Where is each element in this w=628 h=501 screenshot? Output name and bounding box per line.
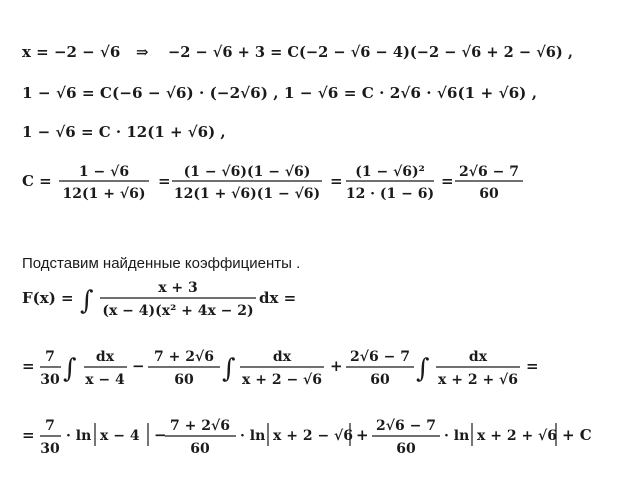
l2-denominator: 60 <box>190 441 210 457</box>
c2-denominator: 60 <box>174 372 194 388</box>
substitution-text: Подставим найденные коэффициенты . <box>22 255 301 272</box>
integral-sign-main: ∫ <box>80 286 94 316</box>
i1-numerator: dx <box>95 349 115 365</box>
f1-numerator: 1 − √6 <box>78 164 130 180</box>
f3-numerator: (1 − √6)² <box>355 164 425 180</box>
integral-sign-2: ∫ <box>222 354 236 384</box>
ln-arg-1: x − 4 <box>100 428 140 444</box>
l1-denominator: 30 <box>40 441 60 457</box>
equation-line-1 <box>22 43 573 61</box>
integrand-denominator: (x − 4)(x² + 4x − 2) <box>102 303 254 319</box>
line6-plus: + <box>330 357 343 375</box>
i2-numerator: dx <box>272 349 292 365</box>
f2-denominator: 12(1 + √6)(1 − √6) <box>173 186 321 202</box>
line7-plus: + <box>356 426 369 444</box>
line6-minus: − <box>132 357 145 375</box>
l3-denominator: 60 <box>396 441 416 457</box>
line7-eq: = <box>22 426 35 444</box>
ln-1: · ln <box>66 428 92 444</box>
f1-denominator: 12(1 + √6) <box>62 186 146 202</box>
i2-denominator: x + 2 − √6 <box>242 372 322 388</box>
f4-numerator: 2√6 − 7 <box>459 164 519 180</box>
l1-numerator: 7 <box>45 418 55 434</box>
c3-numerator: 2√6 − 7 <box>350 349 410 365</box>
plus-constant: + C <box>562 426 592 444</box>
c1-denominator: 30 <box>40 372 60 388</box>
eq-sign-2: = <box>330 172 343 190</box>
ln-arg-3: x + 2 + √6 <box>477 428 557 444</box>
l2-numerator: 7 + 2√6 <box>170 418 230 434</box>
equation-line-3: 1 − √6 = C · 12(1 + √6) , <box>22 123 226 141</box>
f4-denominator: 60 <box>479 186 499 202</box>
integrand-numerator: x + 3 <box>158 280 198 296</box>
equation-line-6 <box>22 349 539 388</box>
line1-arrow: ⇒ <box>136 43 149 61</box>
equation-line-2: 1 − √6 = C(−6 − √6) · (−2√6) , 1 − √6 = C · 2√6 · √6(1 + √6) , <box>22 84 537 102</box>
equation-line-5 <box>22 280 296 319</box>
c3-denominator: 60 <box>370 372 390 388</box>
equation-line-7 <box>22 418 592 457</box>
integral-sign-3: ∫ <box>416 354 430 384</box>
c2-numerator: 7 + 2√6 <box>154 349 214 365</box>
line7-minus: − <box>154 426 167 444</box>
integral-sign-1: ∫ <box>63 354 77 384</box>
ln-arg-2: x + 2 − √6 <box>273 428 353 444</box>
l3-numerator: 2√6 − 7 <box>376 418 436 434</box>
c1-numerator: 7 <box>45 349 55 365</box>
equation-line-4 <box>22 164 523 202</box>
eq-sign-1: = <box>158 172 171 190</box>
line1-rhs: −2 − √6 + 3 = C(−2 − √6 − 4)(−2 − √6 + 2 − √6) , <box>168 43 573 61</box>
eq-sign-3: = <box>441 172 454 190</box>
dx-tail: dx = <box>259 289 297 307</box>
f3-denominator: 12 · (1 − 6) <box>345 186 435 202</box>
i3-denominator: x + 2 + √6 <box>438 372 518 388</box>
i3-numerator: dx <box>468 349 488 365</box>
c-equals: C = <box>22 172 52 190</box>
line6-eq: = <box>22 357 35 375</box>
f2-numerator: (1 − √6)(1 − √6) <box>183 164 311 180</box>
ln-3: · ln <box>444 428 470 444</box>
fx-lhs: F(x) = <box>22 289 74 307</box>
i1-denominator: x − 4 <box>85 372 125 388</box>
line1-lhs: x = −2 − √6 <box>22 43 121 61</box>
ln-2: · ln <box>240 428 266 444</box>
line6-end: = <box>526 357 539 375</box>
